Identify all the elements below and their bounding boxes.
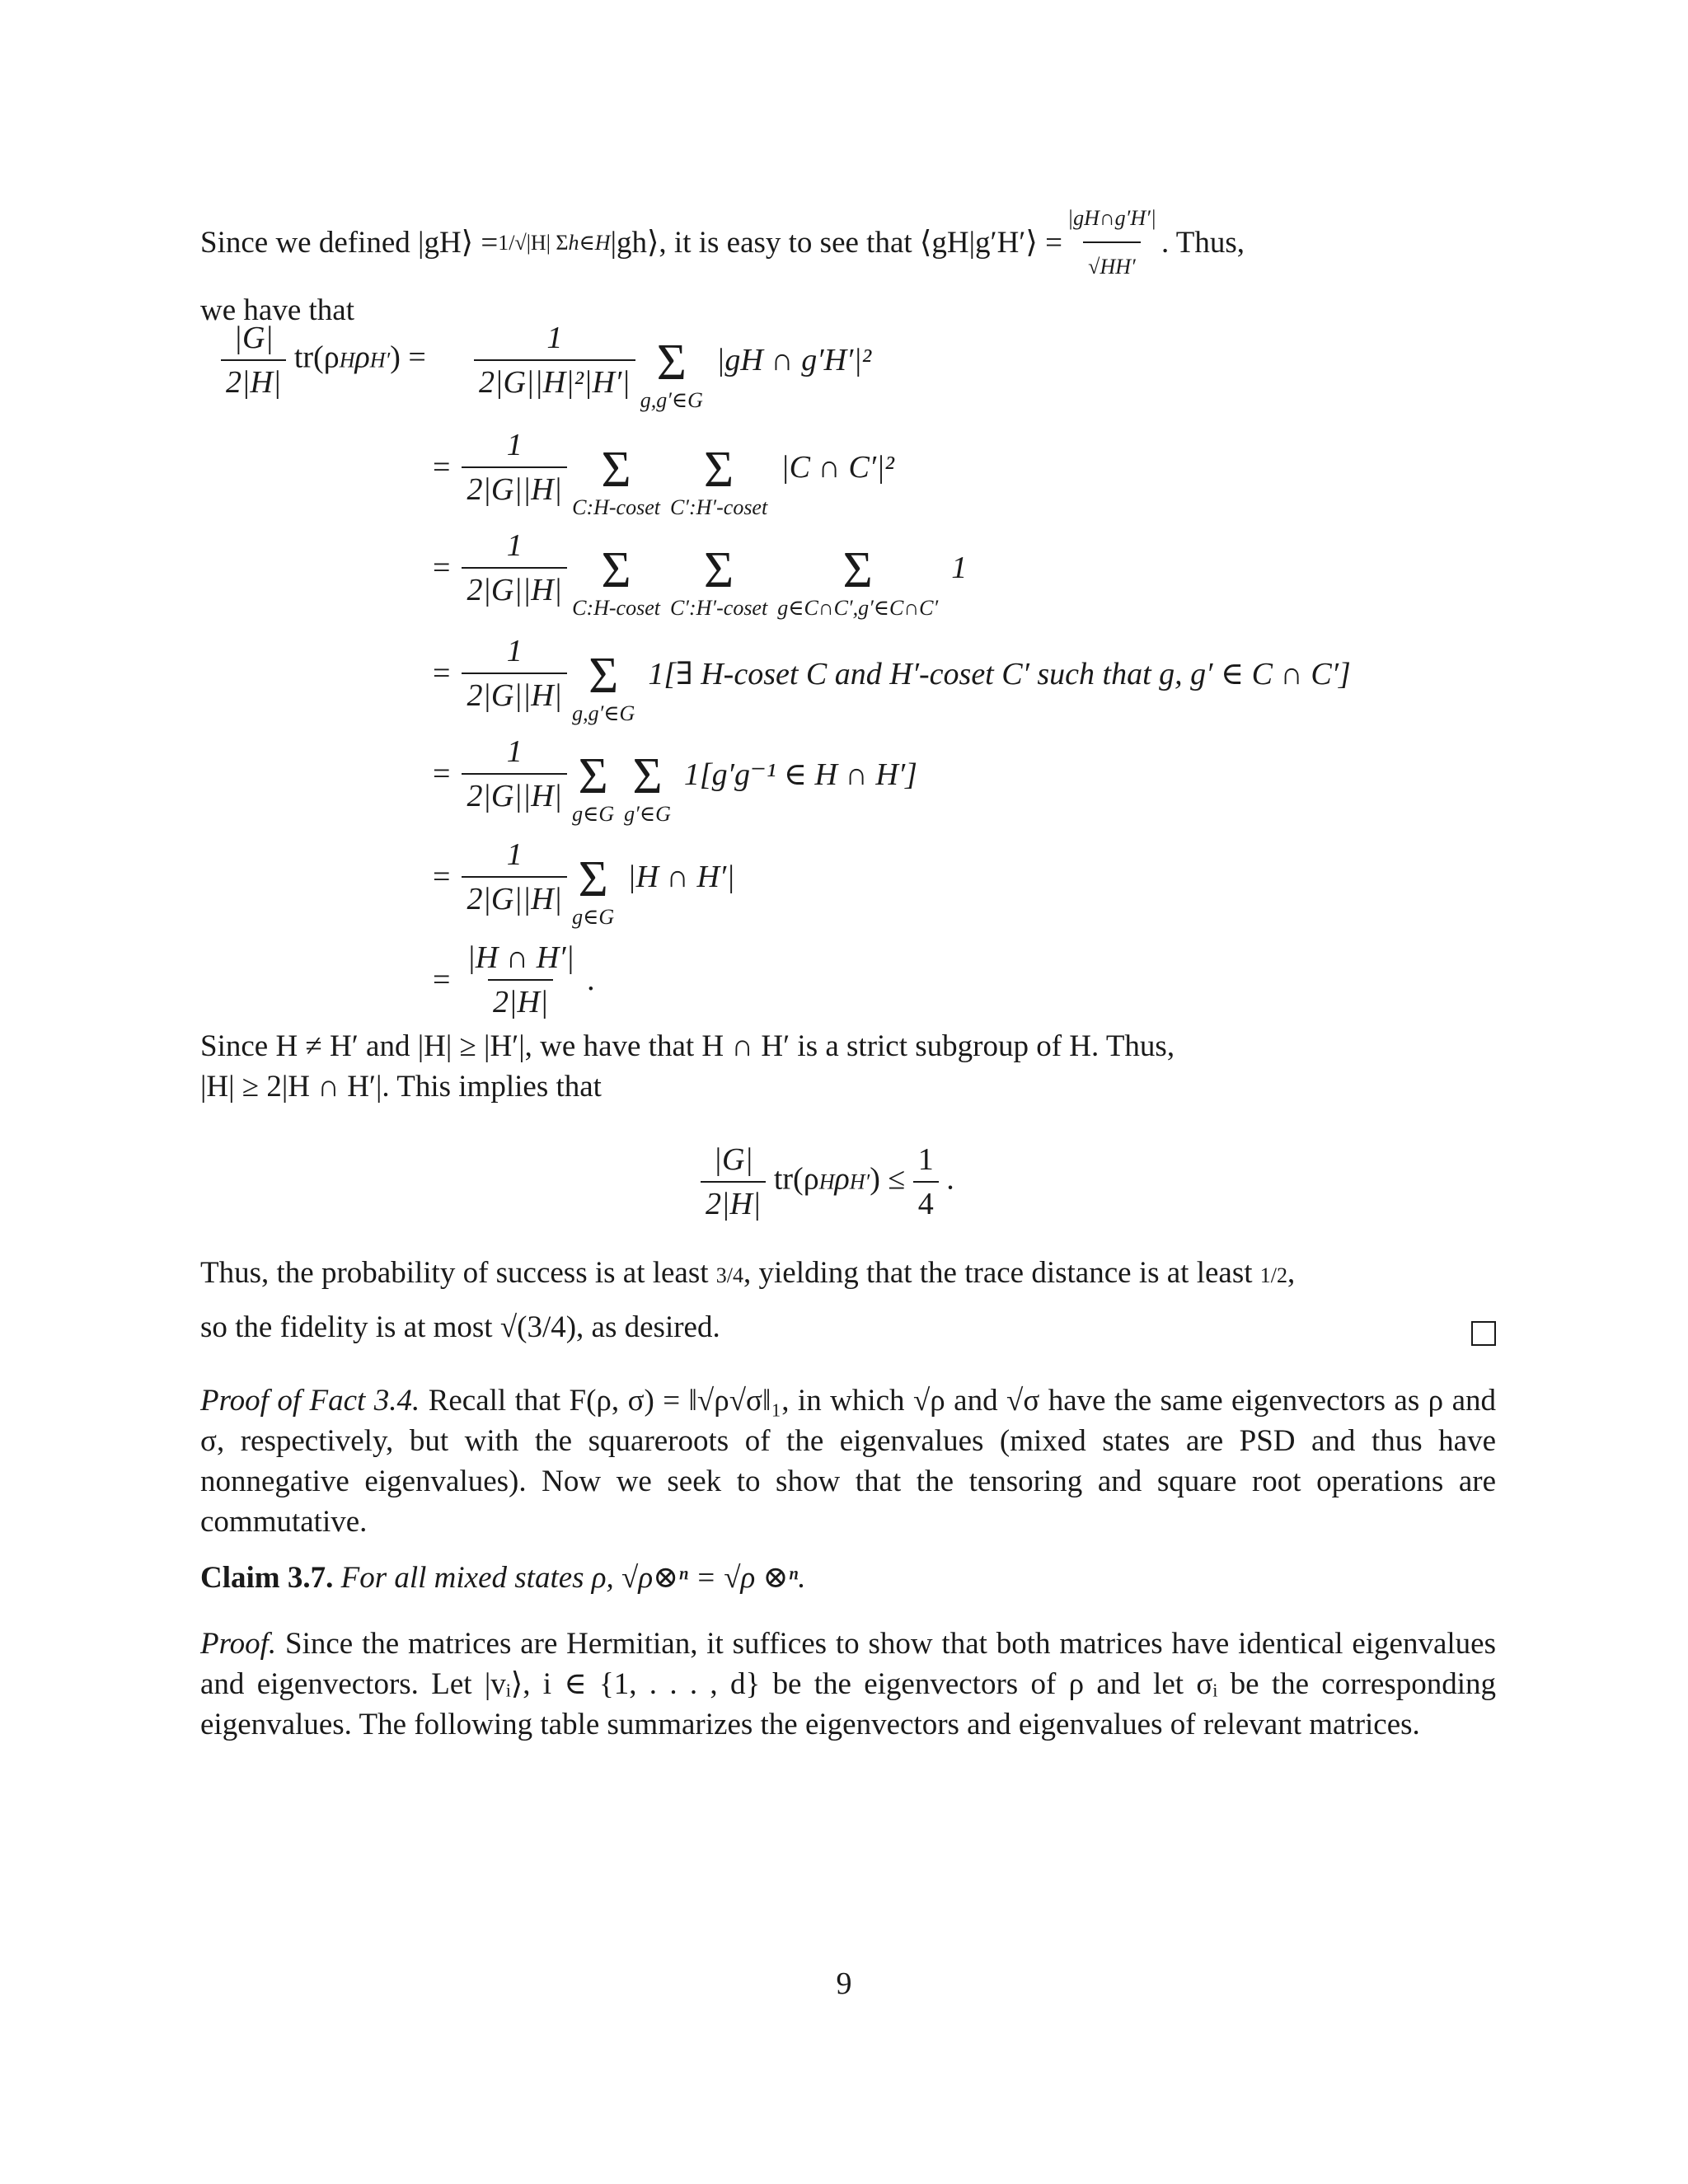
summation-index: g∈C∩C′,g′∈C∩C′ [777,596,939,620]
summation [572,851,615,930]
summation [572,650,635,726]
summation [572,748,615,827]
row-fraction: $\frac{1}{2|G||H|}$ [462,837,567,917]
row-fraction: $\frac{1}{\text{2|G||H|²|H′|}}$ [474,320,635,401]
equals-sign: = [433,656,451,691]
equals-sign: = [433,450,451,485]
intro-line-2: we have that [200,293,354,327]
paragraph-conclusion: Thus, the probability of success is at least 3/4, yielding that the trace distance is at least 1/2, so the fidelity is at most √(3/4), as desired. [200,1256,1296,1344]
row-term: |C ∩ C′|² [781,450,894,485]
sigma-symbol: Σ [601,542,631,598]
trace-inequality: $\frac{|G|}{2|H|}$ tr(ρHρH′) ≤ $\frac{1}{4}$ . [701,1141,954,1222]
sigma-symbol: Σ [601,442,631,498]
row-fraction: $\frac{1}{2|G||H|}$ [462,427,567,508]
summation [572,444,660,520]
equals-sign: = [433,963,451,997]
coset-overlap-fraction: $\frac{|gH\cap g'H'|}{√HH'}$ [1062,198,1161,287]
row-term: 1 [951,551,968,585]
row-term: 1[∃ H-coset C and H′-coset C′ such that g, g′ ∈ C ∩ C′] [648,656,1351,691]
paragraph-strict-subgroup: Since H ≠ H′ and |H| ≥ |H′|, we have that H ∩ H′ is a strict subgroup of H. Thus, |H| ≥ 2|H ∩ H′|. This implies that [200,1029,1175,1104]
page-number: 9 [836,1966,852,2001]
qed-square-icon [1471,1321,1496,1346]
summation-index: g∈G [572,802,615,826]
derivation-row [433,427,894,519]
equals-sign: = [433,757,451,791]
row-fraction: $\frac{|H \cap H'|}{2|H|}$ [467,940,574,1019]
summation-index: C′:H′-coset [669,495,768,519]
derivation-row [433,837,735,929]
derivation-row [433,527,968,620]
row-term: |gH ∩ g′H′|² [715,343,872,377]
sigma-symbol: Σ [656,335,687,391]
summation-index: g∈G [572,905,615,929]
sigma-symbol: Σ [578,748,608,804]
sigma-symbol: Σ [842,542,873,598]
summation-index: g,g′∈G [640,388,703,412]
equals-sign: = [433,860,451,894]
derivation-row [433,733,917,826]
summation-index: C:H-coset [572,596,660,620]
derivation-row [433,940,595,1020]
summation-index: C′:H′-coset [669,596,768,620]
row-term: . [587,963,596,997]
summation-index: C:H-coset [572,495,660,519]
sigma-symbol: Σ [704,442,734,498]
derivation-row [433,633,1351,725]
sigma-symbol: Σ [588,648,619,704]
paragraph-proof-claim: Proof. Since the matrices are Hermitian, it suffices to show that both matrices have identical eigenvalues and eigenvectors. Let |vᵢ⟩, i ∈ {1, . . . , d} be the eigenvectors of ρ and let σᵢ be the corresponding eigenvalues. The following table summarizes the eigenvectors and eigenvalues of relevant matrices. [200,1627,1496,1741]
claim-3-7: Claim 3.7. For all mixed states ρ, √ρ⊗ⁿ = √ρ ⊗ⁿ. [200,1561,806,1595]
row-term: 1[g′g⁻¹ ∈ H ∩ H′] [683,757,917,792]
paragraph-intro [200,198,1496,330]
summation [640,337,703,413]
paragraph-proof-fact: Proof of Fact 3.4. Recall that F(ρ, σ) = ‖√ρ√σ‖₁, in which √ρ and √σ have the same eigenvectors as ρ and σ, respectively, but with the squareroots of the eigenvalues (mixed states are PSD and thus have nonnegative eigenvalues). Now we seek to show that the tensoring and square root operations are commutative. [200,1384,1496,1539]
equals-sign: = [433,551,451,585]
summation [669,542,768,621]
summation [777,542,939,621]
intro-line-1: Since we defined |gH⟩ = 1/√|H| Σ h∈H |gh⟩, it is easy to see that ⟨gH|g′H′⟩ = $\frac{|gH\cap g'H'|}{√HH'}$ . Thus, [200,198,1496,287]
row-term: |H ∩ H′| [627,860,735,894]
row-fraction: $\frac{1}{2|G||H|}$ [462,633,567,714]
row-fraction: $\frac{1}{2|G||H|}$ [462,733,567,814]
derivation-row [474,320,872,412]
summation-index: g′∈G [624,802,671,826]
summation [572,542,660,621]
sigma-symbol: Σ [578,851,608,907]
summation-index: g,g′∈G [572,701,635,725]
sigma-symbol: Σ [704,542,734,598]
derivation-lhs: $\frac{|G|}{2|H|}$ tr(ρHρH′) = [221,320,426,401]
summation [624,748,671,827]
sigma-symbol: Σ [632,748,663,804]
summation [670,444,767,520]
row-fraction: $\frac{1}{2|G||H|}$ [462,527,567,608]
